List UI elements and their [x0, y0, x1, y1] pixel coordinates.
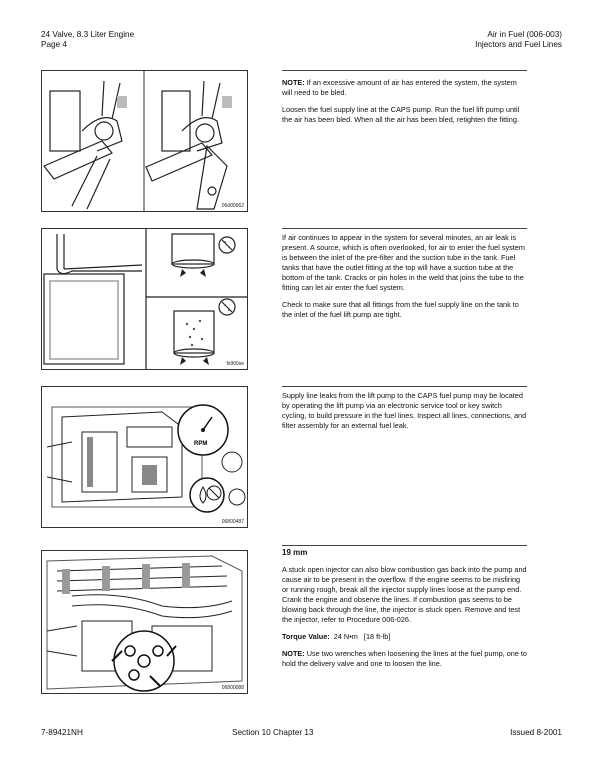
section-3-text [282, 391, 527, 438]
footer-doc-number: 7-89421NH [41, 728, 83, 737]
paragraph: Check to make sure that all fittings from the fuel supply line on the tank to the inlet of the fuel lift pump are tight. [282, 300, 519, 319]
procedure-subtitle: Injectors and Fuel Lines [475, 40, 562, 49]
torque-value: 24 N•m [333, 632, 358, 641]
page-header-right [475, 30, 562, 50]
page-header-left [41, 30, 134, 50]
paragraph: A stuck open injector can also blow combustion gas back into the pump and cause air to be present in the overflow. If the engine seems to be misfiring or running rough, break all the injector supply lines loose at the pump end. Crank the engine and observe the lines. If combustion gas seems to be blowing back through the line, the injector is stuck open. Remove and test the injector, refer to Procedure 006-026. [282, 565, 527, 624]
section-divider [282, 70, 527, 71]
note-label: NOTE: [282, 649, 305, 658]
note-text: Use two wrenches when loosening the lines at the fuel pump, one to hold the delivery valve and one to loosen the line. [282, 649, 527, 668]
figure-fuel-fitting-wrench [41, 70, 248, 212]
procedure-title: Air in Fuel (006-003) [487, 30, 562, 39]
figure-injector-lines [41, 550, 248, 694]
paragraph: Supply line leaks from the lift pump to the CAPS fuel pump may be located by operating the lift pump via an electronic service tool or key switch cycling, to build pressure in the fuel lines. Inspect all lines, connections, and filter assembly for an external fuel leak. [282, 391, 527, 430]
injector-lines-illustration [42, 551, 247, 693]
section-divider [282, 386, 527, 387]
footer-issue-date: Issued 8-2001 [510, 728, 562, 737]
figure-code: fs900se [226, 361, 244, 367]
rpm-label: RPM [194, 441, 208, 447]
section-4-text [282, 548, 527, 676]
lift-pump-rpm-illustration [42, 387, 247, 527]
note [282, 78, 527, 98]
note-label: NOTE: [282, 78, 305, 87]
section-1-text [282, 78, 527, 132]
figure-code: 06800088 [221, 685, 244, 691]
fuel-tank-filter-illustration [42, 229, 247, 369]
torque-spec [282, 632, 527, 642]
figure-fuel-tank-filter [41, 228, 248, 370]
footer-section: Section 10 Chapter 13 [232, 728, 314, 737]
note [282, 649, 527, 669]
section-heading: 19 mm [282, 548, 308, 557]
paragraph: Loosen the fuel supply line at the CAPS pump. Run the fuel lift pump until the air has been bled. When all the air has been bled, retighten the fitting. [282, 105, 520, 124]
note-text: If an excessive amount of air has entered the system, the system will need to be bled. [282, 78, 517, 97]
section-divider [282, 228, 527, 229]
paragraph: If air continues to appear in the system for several minutes, an air leak is present. A source, which is often overlooked, for air to enter the fuel system is between the inlet of the pre-filter and the suction tube in the tank. Fuel tanks that have the outlet fitting at the top will have a suction tube at the bottom of the tank. Cracks or pin holes in the weld that joins the tube to the fitting can let air enter the fuel system. [282, 233, 525, 292]
torque-label: Torque Value: [282, 632, 330, 641]
figure-code: 06d00062 [221, 203, 244, 209]
manual-title: 24 Valve, 8.3 Liter Engine [41, 30, 135, 39]
pump-detail-callout [114, 631, 174, 691]
torque-imperial: [18 ft-lb] [363, 632, 391, 641]
page-number: Page 4 [41, 40, 67, 49]
section-2-text [282, 233, 527, 327]
section-divider [282, 545, 527, 546]
figure-code: 06800487 [221, 519, 244, 525]
figure-lift-pump-rpm [41, 386, 248, 528]
fuel-fitting-wrench-illustration [42, 71, 247, 211]
